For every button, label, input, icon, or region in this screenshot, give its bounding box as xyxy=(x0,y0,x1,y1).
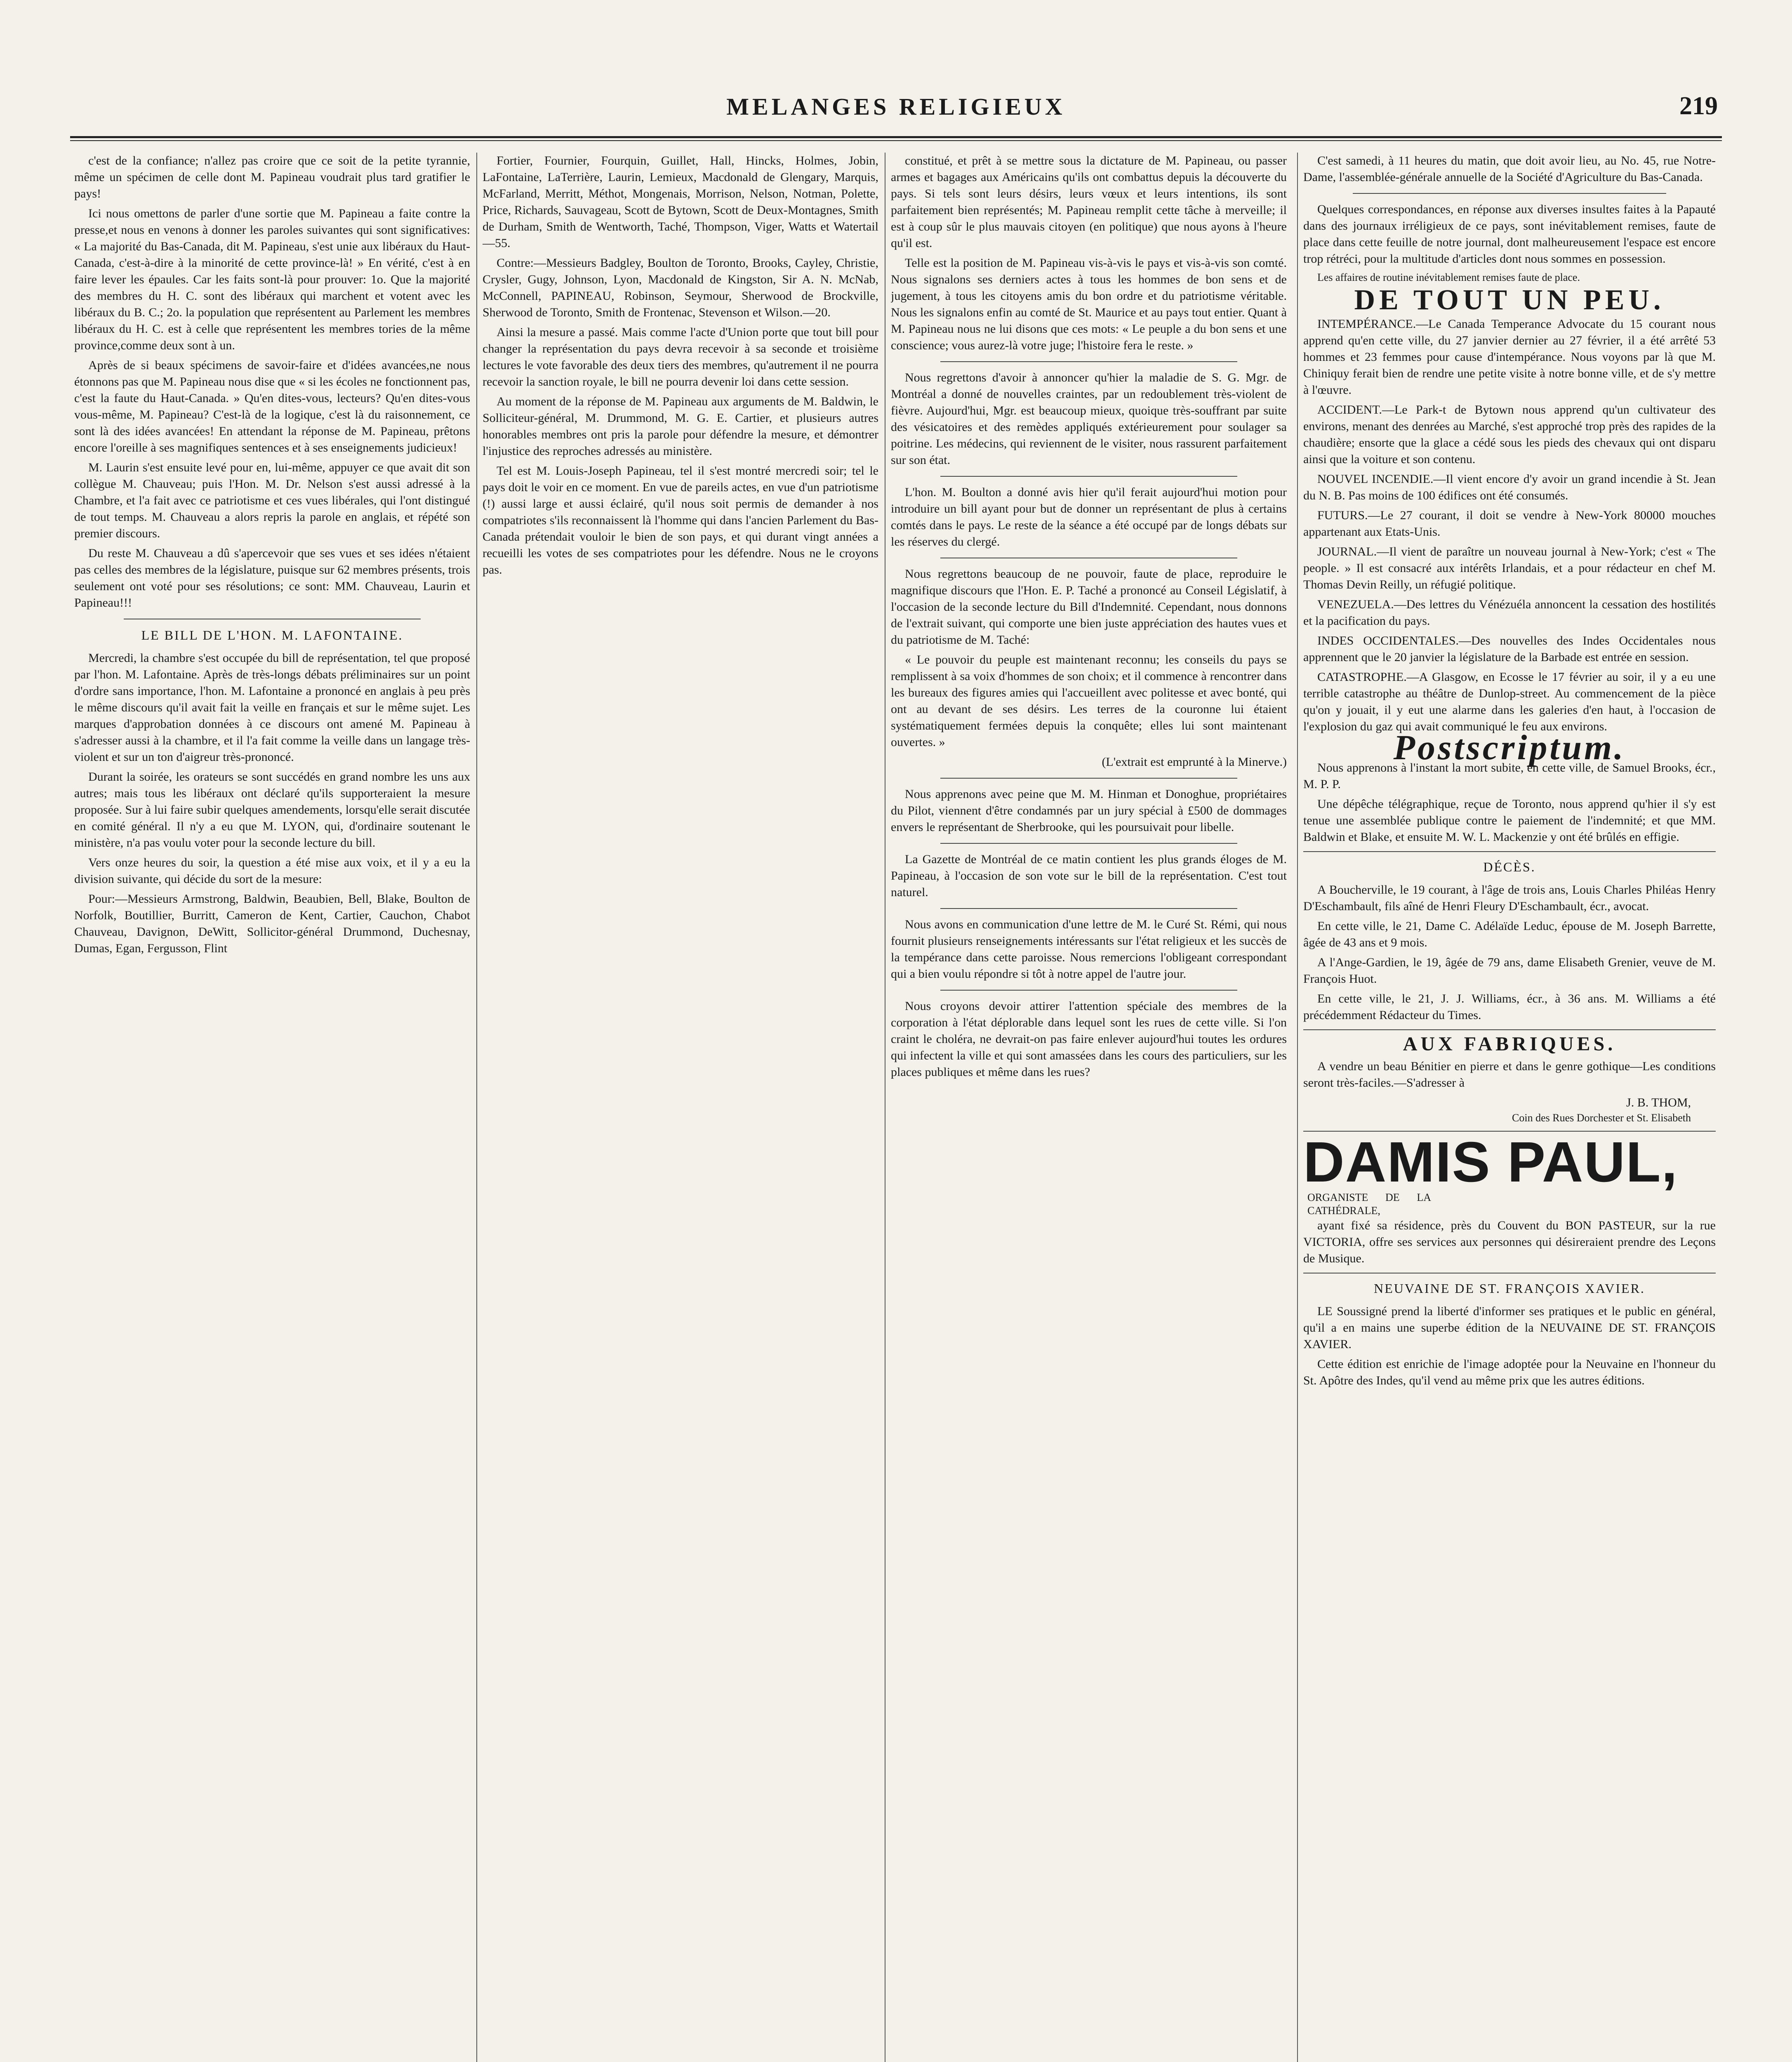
paragraph: C'est samedi, à 11 heures du matin, que doit avoir lieu, au No. 45, rue Notre-Dame, l'assemblée-générale annuelle de la Société d'Agriculture du Bas-Canada. xyxy=(1303,154,1716,184)
column-divider xyxy=(476,153,477,2062)
paragraph: c'est de la confiance; n'allez pas croire que ce soit de la petite tyrannie, même un spécimen de celle dont M. Papineau voudrait plus tard gratifier le pays! xyxy=(74,154,470,200)
paragraph: Mercredi, la chambre s'est occupée du bill de représentation, tel que proposé par l'hon. M. Lafontaine. Après de très-longs débats préliminaires sur un point d'ordre sans importance, l'hon. M. Lafontaine a prononcé en anglais à peu près le même discours qu'il avait fait la veille en français et sur le même sujet. Les marques d'approbation données à ce discours ont amené M. Papineau à s'adresser aussi à la chambre, et il l'a fait comme la veille dans un langage très-violent et sur un ton d'aigreur très-prononcé. xyxy=(74,651,470,764)
paragraph: Du reste M. Chauveau a dû s'apercevoir que ses vues et ses idées n'étaient pas celles des membres de la législature, puisque sur 62 membres présents, trois seulement ont voté pour ses résolutions; ce sont: MM. Chauveau, Laurin et Papineau!!! xyxy=(74,546,470,610)
section-heading-deces: DÉCÈS. xyxy=(1483,859,1536,874)
paragraph: Nous croyons devoir attirer l'attention spéciale des membres de la corporation à l'état déplorable dans lequel sont les rues de cette ville. Si l'on craint le choléra, ne devrait-on pas faire enlever aujourd'hui toutes les ordures qui infectent la ville et qui sont amassées dans les cours des particuliers, sur les places publiques et même dans les rues? xyxy=(891,999,1287,1079)
paragraph: Les affaires de routine inévitablement remises faute de place. xyxy=(1317,271,1580,283)
obituary-item: En cette ville, le 21, J. J. Williams, écr., à 36 ans. M. Williams a été précédemment Rédacteur du Times. xyxy=(1303,992,1716,1022)
paragraph: Fortier, Fournier, Fourquin, Guillet, Hall, Hincks, Holmes, Jobin, LaFontaine, LaTerrière, Laurin, Lemieux, Macdonald de Glengary, Marquis, McFarland, Merritt, Méthot, Mongenais, Morrison, Nelson, Notman, Polette, Price, Richards, Sauvageau, Scott de Bytown, Scott de Deux-Montagnes, Smith de Durham, Smith de Wentworth, Taché, Thompson, Viger, Watts et Watertail—55. xyxy=(483,154,878,250)
paragraph: Nous regrettons d'avoir à annoncer qu'hier la maladie de S. G. Mgr. de Montréal a donné de nouvelles craintes, par un redoublement très-violent de fièvre. Aujourd'hui, Mgr. est beaucoup mieux, quoique très-souffrant par suite des vésicatoires et des remèdes appliqués extérieurement pour soulager sa poitrine. Les médecins, qui reviennent de le visiter, nous rassurent parfaitement sur son état. xyxy=(891,371,1287,467)
paragraph: Après de si beaux spécimens de savoir-faire et d'idées avancées,ne nous étonnons pas que M. Papineau nous dise que « si les écoles ne fonctionnent pas, c'est la faute du Haut-Canada. » Qu'en dites-vous, lecteurs? Qu'en dites-vous vous-même, M. Papineau? C'est-là de la logique, c'est là du raisonnement, ce sont là des idées avancées! En attendant la réponse de M. Papineau, prêtons encore l'oreille à ses magnifiques sentences et à ses enseignements judicieux! xyxy=(74,358,470,454)
section-separator xyxy=(940,361,1237,362)
news-item: FUTURS.—Le 27 courant, il doit se vendre à New-York 80000 mouches appartenant aux Etats-Unis. xyxy=(1303,508,1716,539)
news-item: INDES OCCIDENTALES.—Des nouvelles des Indes Occidentales nous apprennent que le 20 janvier la législature de la Barbade est entrée en session. xyxy=(1303,634,1716,664)
news-item: JOURNAL.—Il vient de paraître un nouveau journal à New-York; c'est « The people. » Il est consacré aux intérêts Irlandais, et a pour rédacteur en chef M. Thomas Devin Reilly, un réfugié politique. xyxy=(1303,545,1716,591)
section-separator xyxy=(1303,1029,1716,1030)
ad-damis-paul xyxy=(1303,1130,1716,1217)
section-separator xyxy=(1353,193,1666,194)
news-item: ACCIDENT.—Le Park-t de Bytown nous apprend qu'un cultivateur des environs, menant des denrées au Marché, s'est approché trop près des rapides de la chaudière; ensorte que la glace a cédé sous les pieds des chevaux qui ont disparu ainsi que la voiture et son contenu. xyxy=(1303,403,1716,466)
paragraph: Tel est M. Louis-Joseph Papineau, tel il s'est montré mercredi soir; tel le pays doit le voir en ce moment. En vue de pareils actes, en vue d'un patriotisme (!) aussi large et aussi éclairé, qu'il nous soit permis de demander à nos compatriotes s'ils reconnaissent là l'homme qui dans l'ancien Parlement du Bas-Canada prétendait vouloir le bien de son pays, et qui durant vingt années a recueilli les votes de ses compatriotes pour les défendre. Nous ne le croyons pas. xyxy=(483,464,878,577)
paragraph: L'hon. M. Boulton a donné avis hier qu'il ferait aujourd'hui motion pour introduire un bill ayant pour but de donner un représentant de plus à certains comtés dans le pays. Le reste de la séance a été occupé par de longs débats sur les réserves du clergé. xyxy=(891,485,1287,548)
obituary-item: En cette ville, le 21, Dame C. Adélaïde Leduc, épouse de M. Joseph Barrette, âgée de 43 ans et 9 mois. xyxy=(1303,919,1716,949)
paragraph: Pour:—Messieurs Armstrong, Baldwin, Beaubien, Bell, Blake, Boulton de Norfolk, Boutillier, Burritt, Cameron de Kent, Cartier, Cauchon, Chabot Chauveau, Davignon, DeWitt, Sollicitor-général Drummond, Duchesnay, Dumas, Egan, Fergusson, Flint xyxy=(74,892,470,955)
section-separator xyxy=(940,778,1237,779)
news-item: VENEZUELA.—Des lettres du Vénézuéla annoncent la cessation des hostilités et la pacification du pays. xyxy=(1303,598,1716,628)
paragraph: « Le pouvoir du peuple est maintenant reconnu; les conseils du pays se remplissent à sa voix d'hommes de son choix; et il commence à rencontrer dans les bureaux des figures amies qui l'accueillent avec politesse et avec bonté, qui ont au devant de ses désirs. Les terres de la couronne lui étaient systématiquement fermées depuis la conquête; elles lui sont maintenant ouvertes. » xyxy=(891,653,1287,749)
ad-text: A vendre un beau Bénitier en pierre et dans le genre gothique—Les conditions seront très-faciles.—S'adresser à xyxy=(1303,1059,1716,1090)
news-item: NOUVEL INCENDIE.—Il vient encore d'y avoir un grand incendie à St. Jean du N. B. Pas moins de 100 édifices ont été consumés. xyxy=(1303,472,1716,502)
page-header-title: MELANGES RELIGIEUX xyxy=(726,93,1066,120)
page-number: 219 xyxy=(1679,92,1718,120)
paragraph: Nous regrettons beaucoup de ne pouvoir, faute de place, reproduire le magnifique discours que l'Hon. E. P. Taché a prononcé au Conseil Législatif, à l'occasion de la seconde lecture du Bill d'Indemnité. Cependant, nous donnons de l'extrait suivant, qui comporte une bien juste appréciation des hautes vues et du patriotisme de M. Taché: xyxy=(891,567,1287,647)
ad-signature-name: J. B. THOM, xyxy=(1626,1096,1691,1109)
column-2 xyxy=(483,153,878,2062)
paragraph: Nous apprenons à l'instant la mort subite, en cette ville, de Samuel Brooks, écr., M. P. P. xyxy=(1303,761,1716,791)
paragraph: Ainsi la mesure a passé. Mais comme l'acte d'Union porte que tout bill pour changer la représentation du pays devra recevoir à sa seconde et troisième lectures le vote favorable des deux tiers des membres, qu'autrement il ne pourra recevoir la sanction royale, le bill ne pourra devenir loi dans cette session. xyxy=(483,325,878,388)
column-4 xyxy=(1303,153,1716,2062)
paragraph: Nous apprenons avec peine que M. M. Hinman et Donoghue, propriétaires du Pilot, viennent d'être condamnés par un jury spécial à £500 de dommages envers le représentant de Sherbrooke, qui les poursuivait pour libelle. xyxy=(891,787,1287,834)
section-separator xyxy=(940,843,1237,844)
section-title: LE BILL DE L'HON. M. LAFONTAINE. xyxy=(141,628,403,643)
column-3 xyxy=(891,153,1287,2062)
news-item: INTEMPÉRANCE.—Le Canada Temperance Advocate du 15 courant nous apprend qu'en cette ville, du 27 janvier dernier au 27 février, il a été arrêté 53 hommes et 23 femmes pour cause d'intempérance. Nous voyons par là que M. Chiniquy ferait bien de rendre une petite visite à notre bonne ville, et de s'y mettre à l'œuvre. xyxy=(1303,317,1716,397)
ad-text: LE Soussigné prend la liberté d'informer ses pratiques et le public en général, qu'il a en mains une superbe édition de la NEUVAINE DE ST. FRANÇOIS XAVIER. xyxy=(1303,1304,1716,1351)
paragraph: Ici nous omettons de parler d'une sortie que M. Papineau a faite contre la presse,et nous en venons à donner les paroles suivantes qui sont significatives: « La majorité du Bas-Canada, dit M. Papineau, s'est unie aux libéraux du Haut-Canada, c'est-à-dire à la minorité de cette province-là! » En vérité, c'est à en faire lever les épaules. Car les faits sont-là pour prouver: 1o. Que la majorité des membres du H. C. sont des libéraux qui marchent et votent avec les libéraux du B. C.; 2o. la population que représentent au Parlement les membres libéraux du H. C. est à celle que représentent les membres tories de la même province,comme deux sont à un. xyxy=(74,207,470,352)
paragraph: constitué, et prêt à se mettre sous la dictature de M. Papineau, ou passer armes et bagages aux Américains qu'ils ont combattus depuis la découverte du pays. Si tels sont leurs désirs, leurs vœux et leurs intentions, ils sont parfaitement bien représentés; M. Papineau remplit cette tâche à merveille; il est à coup sûr le plus mauvais citoyen (en politique) que nous ayons à l'heure qu'il est. xyxy=(891,154,1287,250)
ad-heading-neuvaine: NEUVAINE DE ST. FRANÇOIS XAVIER. xyxy=(1374,1281,1645,1296)
paragraph: Au moment de la réponse de M. Papineau aux arguments de M. Baldwin, le Solliciteur-général, M. Drummond, M. G. E. Cartier, et plusieurs autres honorables membres ont pris la parole pour défendre la mesure, et démontrer l'injustice des reproches adressés au ministère. xyxy=(483,395,878,458)
paragraph: Nous avons en communication d'une lettre de M. le Curé St. Rémi, qui nous fournit plusieurs renseignements intéressants sur l'état religieux et les succès de la tempérance dans cette paroisse. Nous remercions l'obligeant correspondant qui a bien voulu répondre si tôt à notre appel de l'autre jour. xyxy=(891,918,1287,981)
ad-subheading: ORGANISTE DE LA CATHÉDRALE, xyxy=(1307,1191,1431,1217)
section-separator xyxy=(940,476,1237,477)
header-rule-thin xyxy=(70,140,1722,141)
paragraph: Quelques correspondances, en réponse aux diverses insultes faites à la Papauté dans des journaux irréligieux de ce pays, sont inévitablement remises, faute de place dans cette feuille de notre journal, dont malheureusement l'espace est encore trop rétréci, pour la multitude d'articles dont nous sommes en possession. xyxy=(1303,202,1716,266)
section-separator xyxy=(940,990,1237,991)
header-rule xyxy=(70,136,1722,138)
paragraph: M. Laurin s'est ensuite levé pour en, lui-même, appuyer ce que avait dit son collègue M. Chauveau; puis l'Hon. M. Dr. Nelson s'est aussi adressé à la Chambre, et l'a fait avec ce patriotisme et ces vues libérales, qui l'ont distingué de tout temps. M. Chauveau a alors repris la parole en anglais, et répété son premier discours. xyxy=(74,461,470,540)
paragraph: Telle est la position de M. Papineau vis-à-vis le pays et vis-à-vis son comté. Nous signalons ses derniers actes à tous les hommes de bon sens et de jugement, à tous les citoyens amis du bon ordre et du patriotisme véritable. Nous les signalons enfin au comté de St. Maurice et au pays tout entier. Quant à M. Papineau nous ne lui disons que ces mots: « Le peuple a du bon sens et une conscience; vous aurez-là votre juge; l'histoire fera le reste. » xyxy=(891,256,1287,352)
section-heading-divers: DE TOUT UN PEU. xyxy=(1354,284,1665,316)
ad-heading-aux-fabriques: AUX FABRIQUES. xyxy=(1403,1033,1616,1055)
paragraph: Contre:—Messieurs Badgley, Boulton de Toronto, Brooks, Cayley, Christie, Crysler, Gugy, Johnson, Lyon, Macdonald de Kingston, Sir A. N. McNab, McConnell, PAPINEAU, Robinson, Seymour, Sherwood de Brockville, Sherwood de Toronto, Smith de Frontenac, Stevenson et Wilson.—20. xyxy=(483,256,878,319)
paragraph: Vers onze heures du soir, la question a été mise aux voix, et il y a eu la division suivante, qui décide du sort de la mesure: xyxy=(74,856,470,886)
paragraph: Durant la soirée, les orateurs se sont succédés en grand nombre les uns aux autres; mais tous les libéraux ont déclaré qu'ils supporteraient la mesure proposée. Sur à lui faire subir quelques amendements, lorsqu'elle serait discutée en comité général. Il n'y a eu que M. LYON, qui, d'ordinaire soutenant le ministère, n'a pas voulu voter pour la seconde lecture du bill. xyxy=(74,770,470,850)
source-note: (L'extrait est emprunté à la Minerve.) xyxy=(1102,755,1287,769)
section-separator xyxy=(940,908,1237,909)
ad-text: Cette édition est enrichie de l'image adoptée pour la Neuvaine en l'honneur du St. Apôtre des Indes, qu'il vend au même prix que les autres éditions. xyxy=(1303,1357,1716,1387)
column-1 xyxy=(74,153,470,2062)
obituary-item: A Boucherville, le 19 courant, à l'âge de trois ans, Louis Charles Philéas Henry D'Eschambault, fils aîné de Henri Fleury D'Eschambault, écr., avocat. xyxy=(1303,883,1716,913)
obituary-item: A l'Ange-Gardien, le 19, âgée de 79 ans, dame Elisabeth Grenier, veuve de M. François Huot. xyxy=(1303,956,1716,986)
column-divider xyxy=(1297,153,1298,2062)
paragraph: La Gazette de Montréal de ce matin contient les plus grands éloges de M. Papineau, à l'occasion de son vote sur le bill de la représentation. C'est tout naturel. xyxy=(891,852,1287,899)
paragraph: Une dépêche télégraphique, reçue de Toronto, nous apprend qu'hier il s'y est tenue une assemblée publique contre le paiement de l'indemnité; et que MM. Baldwin et Blake, et ensuite M. W. L. Mackenzie y ont été brûlés en effigie. xyxy=(1303,797,1716,844)
ad-heading-damis-paul: DAMIS PAUL, xyxy=(1303,1130,1678,1194)
section-heading-postscriptum: Postscriptum. xyxy=(1393,727,1626,767)
section-separator xyxy=(1303,851,1716,852)
ad-signature-address: Coin des Rues Dorchester et St. Elisabeth xyxy=(1512,1112,1691,1124)
ad-text: ayant fixé sa résidence, près du Couvent du BON PASTEUR, sur la rue VICTORIA, offre ses services aux personnes qui désireraient prendre des Leçons de Musique. xyxy=(1303,1219,1716,1265)
news-item: CATASTROPHE.—A Glasgow, en Ecosse le 17 février au soir, il y a eu une terrible catastrophe au théâtre de Dunlop-street. Au commencement de la pièce qu'on y jouait, il y eut une alarme dans les galeries d'en haut, à l'occasion de l'explosion du gaz qui avait communiqué le feu aux environs. xyxy=(1303,670,1716,733)
